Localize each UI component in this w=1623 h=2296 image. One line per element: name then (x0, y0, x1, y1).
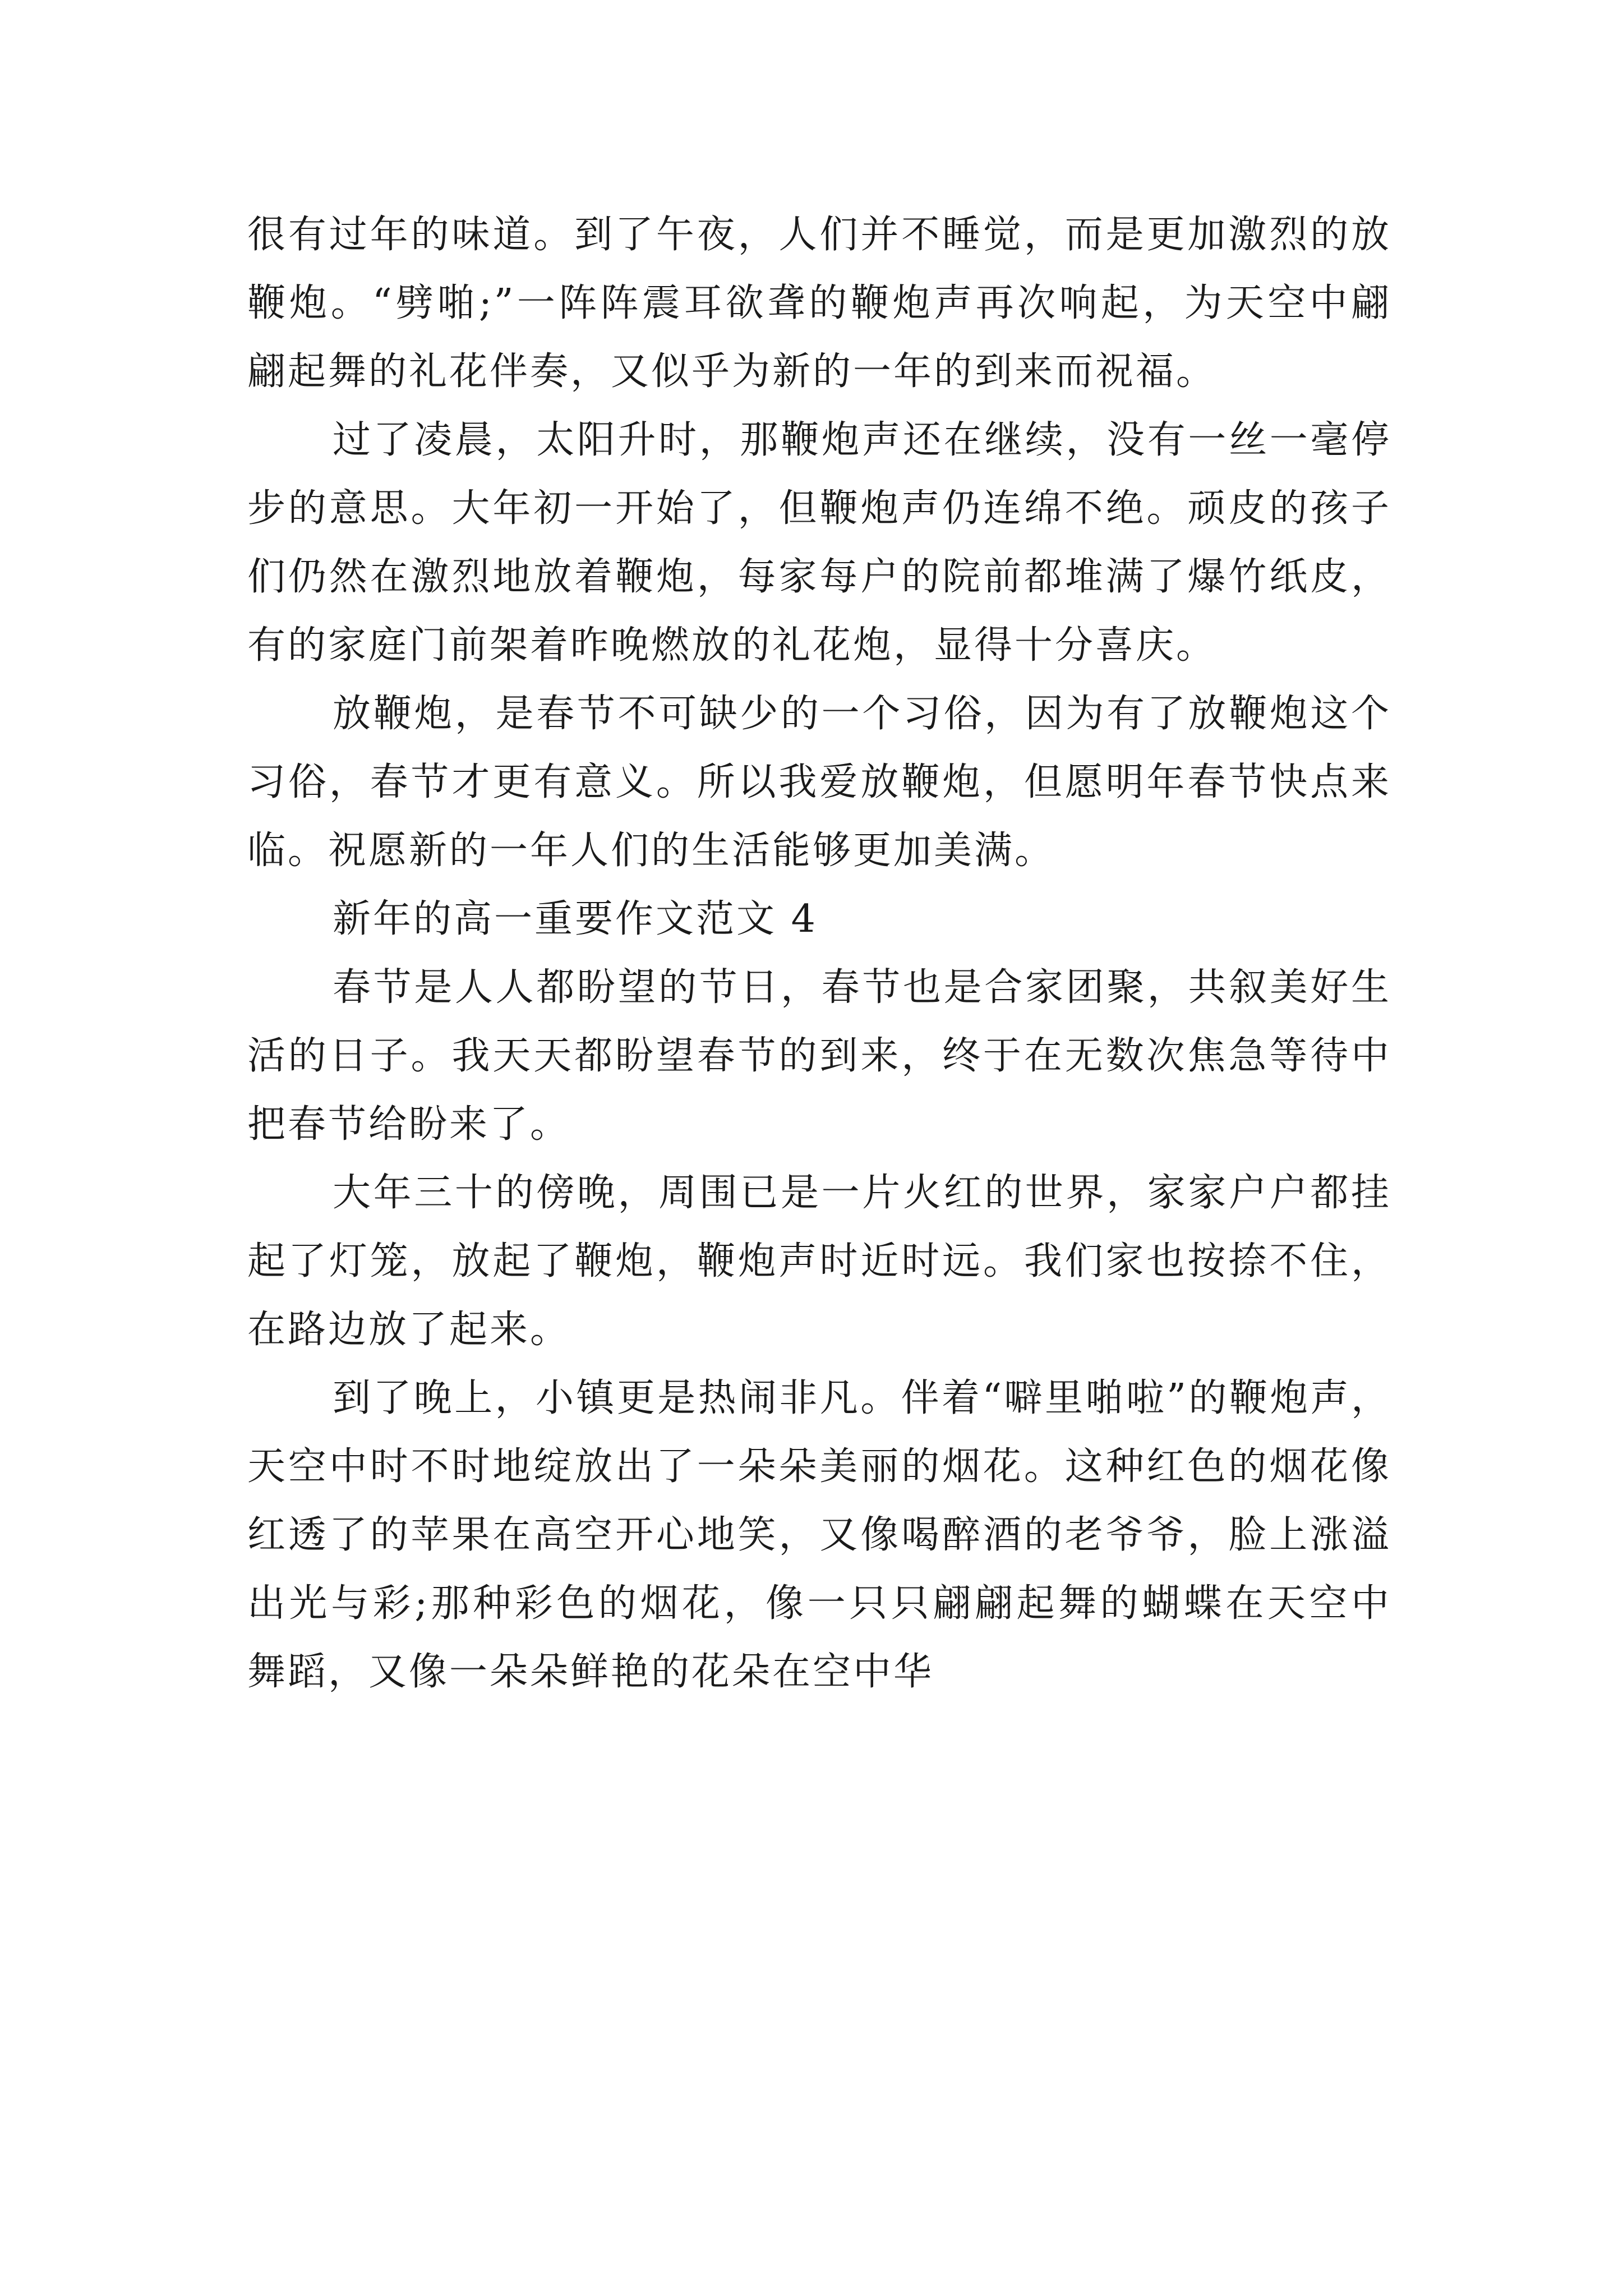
paragraph: 放鞭炮，是春节不可缺少的一个习俗，因为有了放鞭炮这个习俗，春节才更有意义。所以我爱放鞭炮，但愿明年春节快点来临。祝愿新的一年人们的生活能够更加美满。 (247, 692, 1391, 873)
paragraph: 到了晚上，小镇更是热闹非凡。伴着“噼里啪啦”的鞭炮声，天空中时不时地绽放出了一朵朵美丽的烟花。这种红色的烟花像红透了的苹果在高空开心地笑，又像喝醉酒的老爷爷，脸上涨溢出光与彩;那种彩色的烟花，像一只只翩翩起舞的蝴蝶在天空中舞蹈，又像一朵朵鲜艳的花朵在空中华 (247, 1376, 1391, 1694)
body-text (247, 201, 1391, 1706)
paragraph: 过了凌晨，太阳升时，那鞭炮声还在继续，没有一丝一毫停步的意思。大年初一开始了，但鞭炮声仍连绵不绝。顽皮的孩子们仍然在激烈地放着鞭炮，每家每户的院前都堆满了爆竹纸皮，有的家庭门前架着昨晚燃放的礼花炮，显得十分喜庆。 (247, 418, 1391, 668)
paragraph-continuation: 很有过年的味道。到了午夜，人们并不睡觉，而是更加激烈的放鞭炮。“劈啪;”一阵阵震耳欲聋的鞭炮声再次响起，为天空中翩翩起舞的礼花伴奏，又似乎为新的一年的到来而祝福。 (247, 213, 1391, 394)
section-heading: 新年的高一重要作文范文 4 (333, 897, 818, 941)
paragraph: 春节是人人都盼望的节日，春节也是合家团聚，共叙美好生活的日子。我天天都盼望春节的到来，终于在无数次焦急等待中把春节给盼来了。 (247, 965, 1391, 1147)
paragraph: 大年三十的傍晚，周围已是一片火红的世界，家家户户都挂起了灯笼，放起了鞭炮，鞭炮声时近时远。我们家也按捺不住，在路边放了起来。 (247, 1171, 1391, 1352)
